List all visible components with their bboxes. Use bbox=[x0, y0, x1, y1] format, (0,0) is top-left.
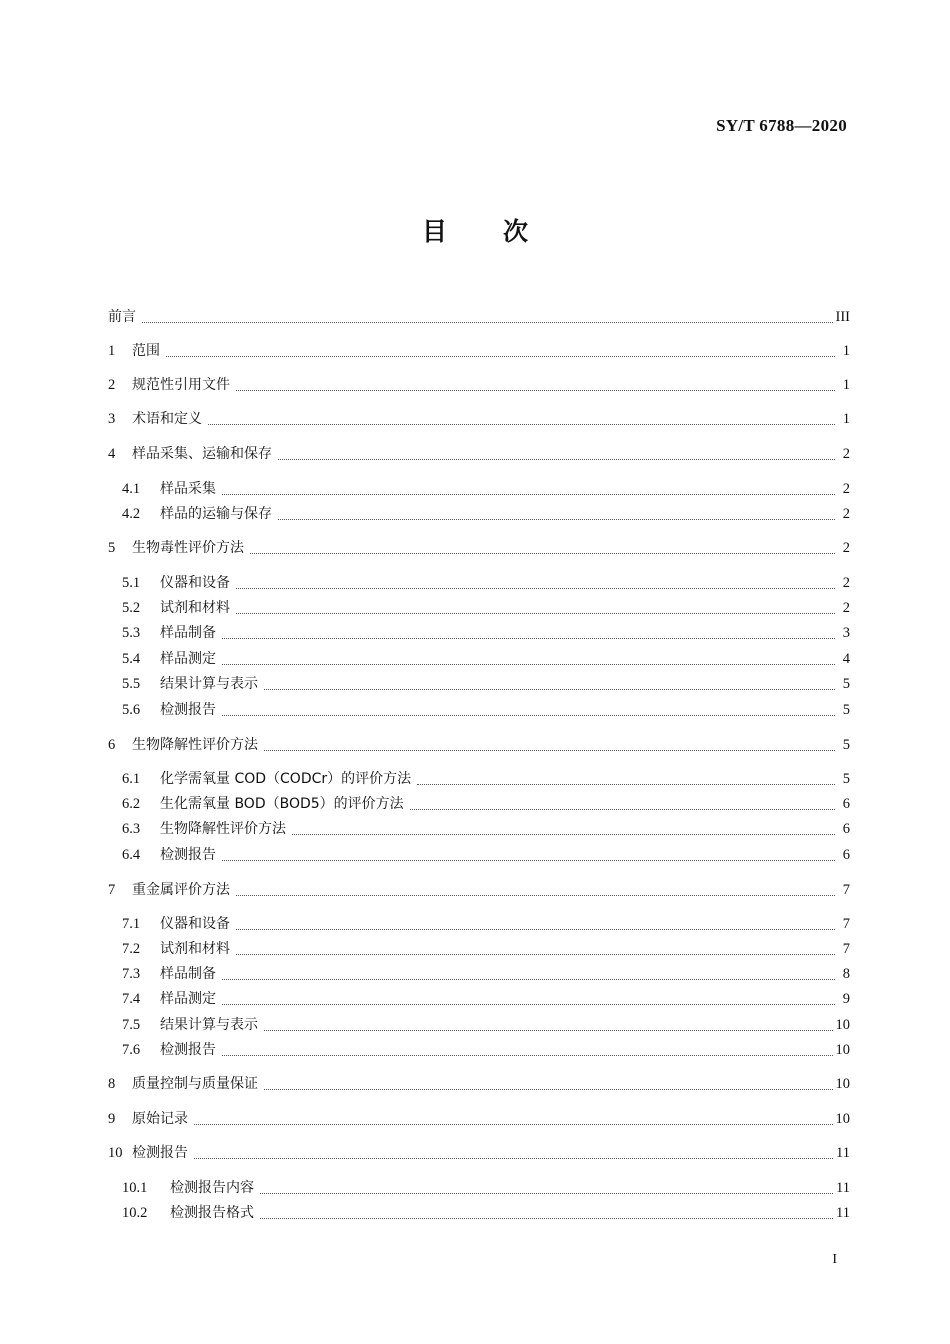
toc-entry-number: 7 bbox=[108, 882, 116, 898]
toc-entry-page: 2 bbox=[842, 540, 850, 556]
toc-entry[interactable] bbox=[122, 699, 850, 721]
toc-entry-page: 7 bbox=[842, 882, 850, 898]
toc-entry-label: 生物降解性评价方法 bbox=[160, 821, 286, 837]
toc-entry-number: 7.1 bbox=[122, 916, 141, 932]
toc-entry-number: 6.1 bbox=[122, 771, 141, 787]
toc-entry-label: 化学需氧量 COD（CODCr）的评价方法 bbox=[160, 771, 412, 787]
toc-entry-page: 2 bbox=[842, 446, 850, 462]
toc-leader-dots bbox=[264, 740, 835, 751]
toc-entry-number: 7.4 bbox=[122, 991, 141, 1007]
toc-entry-number: 4.2 bbox=[122, 506, 141, 522]
toc-entry-number: 9 bbox=[108, 1111, 116, 1127]
toc-leader-dots bbox=[222, 705, 835, 716]
toc-entry-number: 5.6 bbox=[122, 702, 141, 718]
toc-entry-label: 范围 bbox=[132, 343, 160, 359]
toc-entry[interactable] bbox=[122, 768, 850, 790]
toc-entry-page: 10 bbox=[835, 1076, 850, 1092]
toc-entry-label: 检测报告内容 bbox=[170, 1180, 254, 1196]
toc-entry[interactable] bbox=[122, 938, 850, 960]
toc-entry-page: 11 bbox=[836, 1180, 850, 1196]
toc-entry-label: 样品制备 bbox=[160, 625, 216, 641]
toc-entry-label: 质量控制与质量保证 bbox=[132, 1076, 258, 1092]
toc-entry[interactable] bbox=[108, 306, 850, 328]
toc-entry-label: 检测报告 bbox=[160, 702, 216, 718]
toc-entry-page: III bbox=[835, 309, 850, 325]
toc-leader-dots bbox=[208, 414, 835, 425]
toc-entry[interactable] bbox=[108, 408, 850, 430]
toc-entry-label: 生化需氧量 BOD（BOD5）的评价方法 bbox=[160, 796, 404, 812]
toc-entry-number: 6.2 bbox=[122, 796, 141, 812]
toc-entry-label: 原始记录 bbox=[132, 1111, 188, 1127]
toc-entry-number: 7.6 bbox=[122, 1042, 141, 1058]
toc-entry-label: 检测报告 bbox=[160, 847, 216, 863]
toc-entry-number: 5 bbox=[108, 540, 116, 556]
toc-entry-page: 1 bbox=[842, 411, 850, 427]
toc-entry-number: 10 bbox=[108, 1145, 123, 1161]
toc-entry-page: 10 bbox=[835, 1042, 850, 1058]
toc-entry-label: 样品的运输与保存 bbox=[160, 506, 272, 522]
toc-leader-dots bbox=[222, 994, 835, 1005]
toc-entry-page: 1 bbox=[842, 377, 850, 393]
toc-entry[interactable] bbox=[122, 478, 850, 500]
toc-entry[interactable] bbox=[122, 1202, 850, 1224]
toc-leader-dots bbox=[260, 1208, 833, 1219]
toc-entry-number: 7.3 bbox=[122, 966, 141, 982]
toc-entry-number: 7.2 bbox=[122, 941, 141, 957]
toc-leader-dots bbox=[222, 628, 835, 639]
toc-entry[interactable] bbox=[122, 1039, 850, 1061]
toc-entry-page: 9 bbox=[842, 991, 850, 1007]
toc-entry[interactable] bbox=[122, 503, 850, 525]
toc-entry[interactable] bbox=[122, 572, 850, 594]
toc-entry-page: 5 bbox=[842, 676, 850, 692]
toc-entry-number: 5.3 bbox=[122, 625, 141, 641]
toc-entry-number: 6.4 bbox=[122, 847, 141, 863]
toc-entry-label: 样品测定 bbox=[160, 651, 216, 667]
toc-leader-dots bbox=[264, 1079, 833, 1090]
toc-leader-dots bbox=[278, 509, 835, 520]
toc-entry-page: 10 bbox=[835, 1111, 850, 1127]
toc-entry-number: 6.3 bbox=[122, 821, 141, 837]
toc-entry-label: 结果计算与表示 bbox=[160, 1017, 258, 1033]
toc-leader-dots bbox=[236, 944, 835, 955]
toc-entry-number: 10.1 bbox=[122, 1180, 148, 1196]
toc-entry-label: 仪器和设备 bbox=[160, 575, 230, 591]
toc-entry[interactable] bbox=[122, 844, 850, 866]
toc-leader-dots bbox=[264, 679, 835, 690]
toc-entry-page: 2 bbox=[842, 575, 850, 591]
toc-entry[interactable] bbox=[122, 913, 850, 935]
toc-entry-label: 样品采集 bbox=[160, 481, 216, 497]
toc-entry-page: 11 bbox=[836, 1205, 850, 1221]
toc-leader-dots bbox=[292, 824, 835, 835]
toc-entry-number: 10.2 bbox=[122, 1205, 148, 1221]
toc-leader-dots bbox=[236, 578, 835, 589]
toc-entry[interactable] bbox=[108, 734, 850, 756]
toc-entry[interactable] bbox=[122, 673, 850, 695]
toc-entry[interactable] bbox=[108, 1108, 850, 1130]
toc-entry-number: 1 bbox=[108, 343, 116, 359]
toc-entry[interactable] bbox=[122, 963, 850, 985]
toc-leader-dots bbox=[142, 312, 833, 323]
toc-leader-dots bbox=[410, 799, 835, 810]
toc-leader-dots bbox=[264, 1020, 833, 1031]
toc-entry-page: 4 bbox=[842, 651, 850, 667]
toc-leader-dots bbox=[278, 449, 835, 460]
toc-entry-page: 5 bbox=[842, 771, 850, 787]
toc-leader-dots bbox=[260, 1183, 833, 1194]
toc-leader-dots bbox=[236, 919, 835, 930]
toc-entry-page: 3 bbox=[842, 625, 850, 641]
toc-entry-page: 2 bbox=[842, 600, 850, 616]
toc-entry-number: 2 bbox=[108, 377, 116, 393]
toc-leader-dots bbox=[194, 1114, 833, 1125]
toc-entry[interactable] bbox=[108, 879, 850, 901]
toc-entry-page: 6 bbox=[842, 821, 850, 837]
toc-entry-page: 2 bbox=[842, 506, 850, 522]
toc-entry-label: 前言 bbox=[108, 309, 136, 325]
toc-entry-number: 4 bbox=[108, 446, 116, 462]
toc-entry-number: 4.1 bbox=[122, 481, 141, 497]
toc-title-part1: 目 bbox=[421, 217, 447, 246]
toc-entry[interactable] bbox=[108, 443, 850, 465]
toc-entry[interactable] bbox=[122, 622, 850, 644]
document-code: SY/T 6788—2020 bbox=[716, 116, 847, 135]
toc-entry-page: 10 bbox=[835, 1017, 850, 1033]
toc-entry-number: 5.4 bbox=[122, 651, 141, 667]
toc-entry-label: 样品制备 bbox=[160, 966, 216, 982]
toc-entry-number: 5.5 bbox=[122, 676, 141, 692]
toc-entry[interactable] bbox=[122, 1014, 850, 1036]
toc-entry-label: 仪器和设备 bbox=[160, 916, 230, 932]
toc-entry[interactable] bbox=[122, 1177, 850, 1199]
toc-entry-page: 6 bbox=[842, 847, 850, 863]
toc-entry-number: 5.1 bbox=[122, 575, 141, 591]
toc-entry-number: 7.5 bbox=[122, 1017, 141, 1033]
toc-entry-page: 5 bbox=[842, 702, 850, 718]
toc-entry-label: 生物毒性评价方法 bbox=[132, 540, 244, 556]
toc-entry[interactable] bbox=[122, 793, 850, 815]
toc-leader-dots bbox=[236, 885, 835, 896]
toc-entry-page: 5 bbox=[842, 737, 850, 753]
toc-entry-label: 检测报告 bbox=[132, 1145, 188, 1161]
toc-entry[interactable] bbox=[122, 597, 850, 619]
toc-entry-label: 样品采集、运输和保存 bbox=[132, 446, 272, 462]
toc-entry-number: 8 bbox=[108, 1076, 116, 1092]
page-number: I bbox=[832, 1252, 837, 1267]
toc-entry-page: 8 bbox=[842, 966, 850, 982]
toc-entry-label: 试剂和材料 bbox=[160, 600, 230, 616]
toc-entry-label: 试剂和材料 bbox=[160, 941, 230, 957]
toc-entry-page: 2 bbox=[842, 481, 850, 497]
toc-entry-label: 生物降解性评价方法 bbox=[132, 737, 258, 753]
toc-entry-page: 6 bbox=[842, 796, 850, 812]
toc-entry-label: 检测报告 bbox=[160, 1042, 216, 1058]
toc-entry-page: 7 bbox=[842, 941, 850, 957]
toc-entry-number: 6 bbox=[108, 737, 116, 753]
toc-leader-dots bbox=[222, 1045, 833, 1056]
toc-entry[interactable] bbox=[122, 648, 850, 670]
toc-leader-dots bbox=[236, 380, 835, 391]
toc-entry-number: 5.2 bbox=[122, 600, 141, 616]
toc-leader-dots bbox=[166, 346, 835, 357]
toc-leader-dots bbox=[236, 603, 835, 614]
toc-entry[interactable] bbox=[108, 1142, 850, 1164]
toc-leader-dots bbox=[194, 1148, 833, 1159]
toc-entry[interactable] bbox=[108, 537, 850, 559]
toc-leader-dots bbox=[222, 654, 835, 665]
toc-leader-dots bbox=[222, 969, 835, 980]
toc-entry[interactable] bbox=[122, 818, 850, 840]
toc-entry-number: 3 bbox=[108, 411, 116, 427]
toc-leader-dots bbox=[417, 774, 835, 785]
toc-entry-page: 1 bbox=[842, 343, 850, 359]
toc-leader-dots bbox=[250, 543, 835, 554]
toc-entry[interactable] bbox=[108, 1073, 850, 1095]
toc-entry-page: 7 bbox=[842, 916, 850, 932]
toc-entry-label: 术语和定义 bbox=[132, 411, 202, 427]
toc-leader-dots bbox=[222, 850, 835, 861]
toc-entry-label: 重金属评价方法 bbox=[132, 882, 230, 898]
toc-entry-page: 11 bbox=[836, 1145, 850, 1161]
toc-entry[interactable] bbox=[108, 374, 850, 396]
toc-entry-label: 样品测定 bbox=[160, 991, 216, 1007]
toc-entry[interactable] bbox=[108, 340, 850, 362]
toc-title-part2: 次 bbox=[503, 217, 529, 246]
toc-entry-label: 规范性引用文件 bbox=[132, 377, 230, 393]
toc-entry[interactable] bbox=[122, 988, 850, 1010]
toc-entry-label: 检测报告格式 bbox=[170, 1205, 254, 1221]
toc-entry-label: 结果计算与表示 bbox=[160, 676, 258, 692]
toc-leader-dots bbox=[222, 484, 835, 495]
